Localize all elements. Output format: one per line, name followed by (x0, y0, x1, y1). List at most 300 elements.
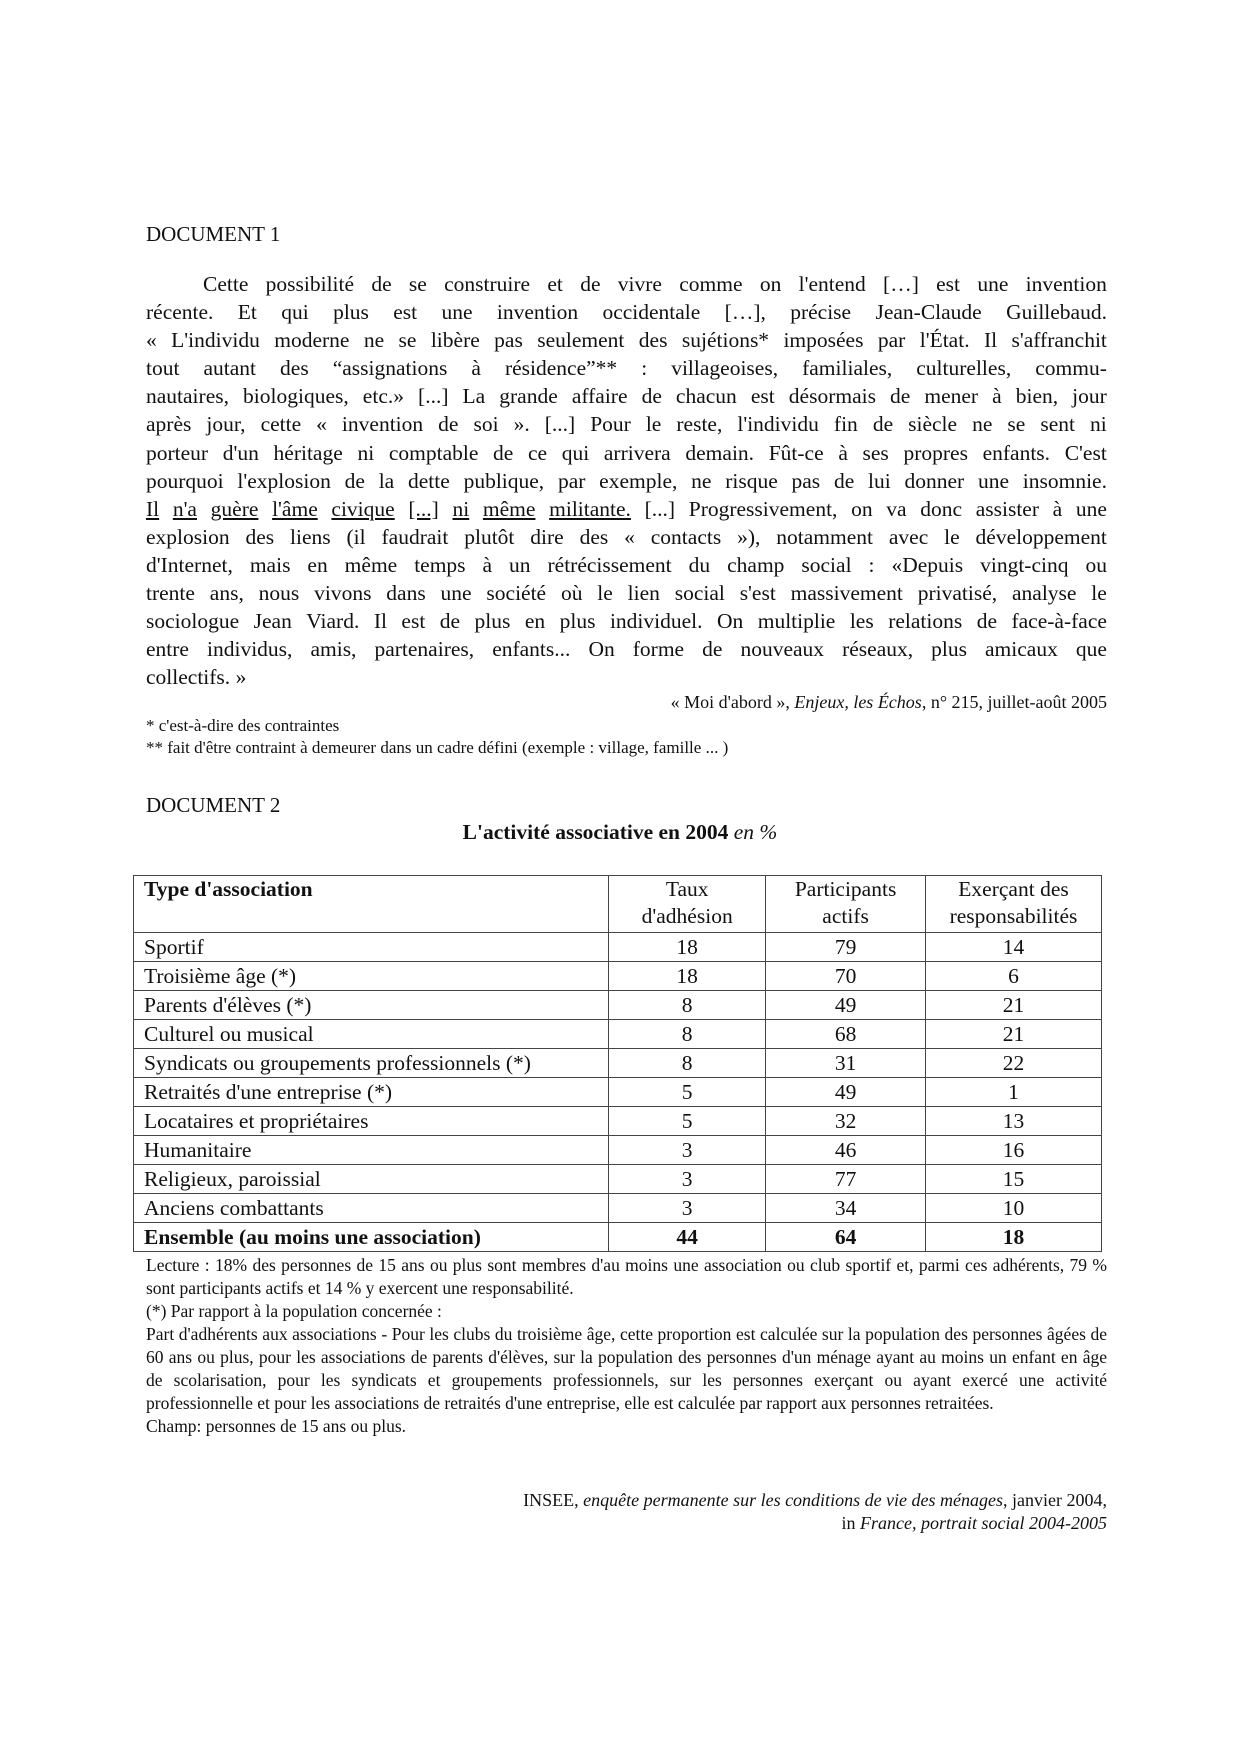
word: affaire (571, 384, 628, 409)
word: Fût-ce (768, 440, 824, 465)
table-row (134, 1020, 1102, 1049)
word: amis, (310, 637, 357, 662)
word: le (645, 412, 662, 437)
word: même (482, 496, 536, 521)
word: ou (1085, 552, 1107, 577)
cell-value: 70 (766, 962, 926, 991)
word: même (344, 552, 398, 577)
word: [...] (544, 412, 576, 437)
word: est (750, 384, 775, 409)
word: par (877, 328, 906, 353)
word: exemple, (599, 468, 678, 493)
header-taux: Taux d'adhésion (609, 876, 766, 933)
word: désormais (788, 384, 876, 409)
word: précise (790, 300, 852, 325)
word: analyse (1011, 581, 1077, 606)
cell-value: 5 (609, 1107, 766, 1136)
word: «Depuis (891, 552, 964, 577)
word: est (393, 300, 418, 325)
word: Il (373, 609, 387, 634)
word: de (438, 412, 459, 437)
text-line (146, 663, 1107, 691)
text-line (146, 551, 1107, 579)
word: ni (1090, 412, 1107, 437)
document-1-source (671, 692, 1107, 713)
word: à (992, 384, 1002, 409)
cell-value: 21 (926, 1020, 1102, 1049)
word: qui (281, 300, 309, 325)
word: plutôt (464, 524, 515, 549)
word: nautaires, (146, 384, 229, 409)
word: résidence”** (504, 356, 618, 381)
header-type: Type d'association (134, 876, 609, 933)
word: amicaux (985, 637, 1058, 662)
word: donc (920, 496, 963, 521)
word: (il (346, 524, 366, 549)
word: l'État. (919, 328, 970, 353)
word: [...] (418, 384, 449, 409)
word: rétrécissement (547, 552, 672, 577)
cell-type: Syndicats ou groupements professionnels (*) (134, 1049, 609, 1078)
cell-type: Religieux, paroissial (134, 1165, 609, 1194)
word: des (280, 356, 309, 381)
word: à (471, 356, 481, 381)
word: nous (258, 581, 300, 606)
word: arrivera (603, 440, 671, 465)
word: ne (363, 328, 385, 353)
word: Guillebaud. (1006, 300, 1107, 325)
word: à (838, 440, 848, 465)
word: sociologue (146, 609, 240, 634)
document-1-text (146, 270, 1107, 691)
cell-value: 64 (766, 1223, 926, 1252)
word: partenaires, (374, 637, 475, 662)
text-line (146, 523, 1107, 551)
cell-value: 15 (926, 1165, 1102, 1194)
cell-value: 3 (609, 1165, 766, 1194)
cell-value: 3 (609, 1194, 766, 1223)
word: « (146, 328, 157, 353)
word: ses (862, 440, 889, 465)
word: invention (341, 412, 424, 437)
word: d'Internet, (146, 552, 233, 577)
table-title (0, 820, 1240, 845)
word: société (486, 581, 547, 606)
word: que (1075, 637, 1107, 662)
word: le (1091, 581, 1107, 606)
word: publique, (463, 468, 545, 493)
word: est (936, 272, 961, 296)
word: L'individu (171, 328, 260, 353)
cell-value: 13 (926, 1107, 1102, 1136)
text-line (146, 298, 1107, 326)
word: trente (146, 581, 195, 606)
text-line (146, 410, 1107, 438)
word: de (344, 468, 365, 493)
text-line (146, 579, 1107, 607)
word: villageoises, (671, 356, 779, 381)
cell-value: 18 (609, 962, 766, 991)
word: massivement (790, 581, 903, 606)
word: demain. (685, 440, 755, 465)
word: liens (290, 524, 331, 549)
cell-type: Humanitaire (134, 1136, 609, 1165)
word: dans (386, 581, 426, 606)
source-publication: Enjeux, les Échos (794, 692, 922, 712)
text-line (146, 607, 1107, 635)
word: Jean-Claude (875, 300, 982, 325)
word: Il (146, 496, 160, 521)
cell-value: 16 (926, 1136, 1102, 1165)
word: en (307, 552, 328, 577)
cell-value: 5 (609, 1078, 766, 1107)
word: champ (727, 552, 785, 577)
citation-line-2 (842, 1513, 1108, 1534)
table-title-text: L'activité associative en 2004 (462, 820, 729, 844)
text-line (146, 467, 1107, 495)
word: invention (496, 300, 579, 325)
cell-value: 8 (609, 1020, 766, 1049)
word: la (378, 468, 395, 493)
footnote-2: ** fait d'être contraint à demeurer dans un cadre défini (exemple : village, famille ... ) (146, 738, 729, 757)
word: Il (983, 328, 998, 353)
word: C'est (1064, 440, 1107, 465)
table-header-row (134, 876, 1102, 933)
word: porteur (146, 440, 209, 465)
word: donner (904, 468, 965, 493)
document-2-label: DOCUMENT 2 (146, 793, 281, 817)
table-row (134, 1107, 1102, 1136)
word: [...] (408, 496, 439, 521)
table-row (134, 1194, 1102, 1223)
word: sent (1040, 412, 1075, 437)
word: ne (691, 468, 712, 493)
word: une (441, 300, 473, 325)
word: »), (737, 524, 761, 549)
word: d'un (222, 440, 259, 465)
word: s'affranchit (1011, 328, 1107, 353)
word: des (245, 524, 275, 549)
word: l'entend (798, 272, 866, 296)
word: nouveaux (740, 637, 825, 662)
word: invention (1025, 272, 1107, 296)
word: ni (452, 496, 470, 521)
word: se (398, 328, 417, 353)
word: héritage (273, 440, 343, 465)
word: entre (146, 637, 189, 662)
word: une (440, 581, 472, 606)
word: sujétions* (681, 328, 770, 353)
source-prefix: « Moi d'abord », (670, 692, 795, 712)
word: après (146, 412, 192, 437)
word: biologiques, (243, 384, 349, 409)
word: face-à-face (1011, 609, 1107, 634)
word: On (716, 609, 744, 634)
word: n'a (172, 496, 197, 521)
word: ans, (209, 581, 244, 606)
citation-survey: enquête permanente sur les conditions de vie des ménages (583, 1490, 1004, 1510)
document-1-label: DOCUMENT 1 (146, 222, 281, 246)
cell-type: Locataires et propriétaires (134, 1107, 609, 1136)
cell-value: 6 (926, 962, 1102, 991)
word: mener (924, 384, 979, 409)
word: une (1075, 496, 1107, 521)
word: plus (333, 300, 369, 325)
word: avec (888, 524, 929, 549)
footnote-1: * c'est-à-dire des contraintes (146, 716, 340, 735)
word: lui (868, 468, 891, 493)
word: enfants... (492, 637, 571, 662)
word: dire (530, 524, 564, 549)
word: reste, (676, 412, 723, 437)
cell-value: 14 (926, 933, 1102, 962)
word: Jean (253, 609, 292, 634)
cell-type: Anciens combattants (134, 1194, 609, 1223)
cell-value: 1 (926, 1078, 1102, 1107)
cell-type: Ensemble (au moins une association) (134, 1223, 609, 1252)
cell-type: Retraités d'une entreprise (*) (134, 1078, 609, 1107)
word: des (579, 524, 609, 549)
word: risque (725, 468, 778, 493)
table-row (134, 1165, 1102, 1194)
table-row (134, 1049, 1102, 1078)
word: temps (414, 552, 466, 577)
text-line (146, 635, 1107, 663)
word: et (547, 272, 563, 296)
word: vivre (617, 272, 662, 296)
word: imposées (783, 328, 864, 353)
word: développement (975, 524, 1107, 549)
cell-value: 18 (609, 933, 766, 962)
cell-type: Troisième âge (*) (134, 962, 609, 991)
cell-value: 68 (766, 1020, 926, 1049)
word: de (872, 412, 894, 437)
cell-value: 3 (609, 1136, 766, 1165)
text-line (146, 439, 1107, 467)
note-part-adherents: Part d'adhérents aux associations - Pour les clubs du troisième âge, cette proportion est calculée sur la population des personnes âgées de 60 ans ou plus, pour les associations de parents d'élèves, sur la population des personnes d'un ménage ayant au moins un enfant en âge de scolarisation, pour les syndicats et groupements professionnels, sur les personnes exerçant ou ayant exercé une activité professionnelle et pour les associations de retraités d'une entreprise, elle est calculée par rapport aux personnes retraitées. (146, 1324, 1107, 1413)
word: On (588, 637, 615, 662)
header-participants: Participants actifs (766, 876, 926, 933)
word: comme (679, 272, 743, 296)
word: « (624, 524, 635, 549)
word: Progressivement, (688, 496, 838, 521)
citation-date: , janvier 2004, (1003, 1490, 1107, 1510)
word: jour (1072, 384, 1107, 409)
word: guère (210, 496, 259, 521)
word: militante. (549, 496, 631, 521)
word: propres (903, 440, 968, 465)
word: seulement (537, 328, 625, 353)
word: l'âme (272, 496, 318, 521)
word: La (462, 384, 486, 409)
citation-publication: France, portrait social 2004-2005 (860, 1513, 1107, 1533)
cell-value: 49 (766, 991, 926, 1020)
cell-value: 21 (926, 991, 1102, 1020)
word: “assignations (332, 356, 448, 381)
word: fin (833, 412, 858, 437)
word: des (638, 328, 668, 353)
word: Et (237, 300, 257, 325)
cell-value: 79 (766, 933, 926, 962)
word: de (580, 272, 601, 296)
word: se (408, 272, 427, 296)
word: de (890, 384, 911, 409)
cell-value: 8 (609, 991, 766, 1020)
word: dette (408, 468, 450, 493)
text-line (146, 326, 1107, 354)
text-line (146, 354, 1107, 382)
word: de (833, 468, 855, 493)
source-suffix: , n° 215, juillet-août 2005 (921, 692, 1107, 712)
word: Pour (590, 412, 631, 437)
word: […] (883, 272, 919, 296)
word: de (371, 272, 392, 296)
word: du (688, 552, 711, 577)
table-notes (146, 1254, 1107, 1438)
word: individus, (207, 637, 293, 662)
cell-value: 18 (926, 1223, 1102, 1252)
cell-value: 46 (766, 1136, 926, 1165)
word: ». (513, 412, 530, 437)
table-row (134, 1078, 1102, 1107)
word: explosion (146, 524, 230, 549)
word: assister (975, 496, 1039, 521)
word: où (560, 581, 583, 606)
word: commu- (1035, 356, 1107, 381)
note-asterisk: (*) Par rapport à la population concernée : (146, 1301, 442, 1321)
word: libère (430, 328, 480, 353)
word: multiplie (757, 609, 836, 634)
word: on (851, 496, 873, 521)
word: pourquoi (146, 468, 224, 493)
word: etc.» (362, 384, 404, 409)
word: jour, (206, 412, 246, 437)
word: social (801, 552, 852, 577)
word: est (401, 609, 426, 634)
table-row (134, 1136, 1102, 1165)
word: : (868, 552, 875, 577)
word: » (235, 665, 247, 690)
word: Cette (203, 272, 249, 296)
word: social (674, 581, 725, 606)
table-row (134, 933, 1102, 962)
cell-value: 8 (609, 1049, 766, 1078)
word: : (641, 356, 648, 381)
note-lecture: Lecture : 18% des personnes de 15 ans ou plus sont membres d'au moins une association ou club sportif et, parmi ces adhérents, 79 % sont participants actifs et 14 % y exercent une responsabilité. (146, 1255, 1107, 1298)
word: de (702, 637, 723, 662)
cell-value: 10 (926, 1194, 1102, 1223)
word: relations (888, 609, 963, 634)
cell-type: Culturel ou musical (134, 1020, 609, 1049)
cell-value: 49 (766, 1078, 926, 1107)
word: plus (474, 609, 511, 634)
word: bien, (1015, 384, 1059, 409)
word: une (977, 468, 1009, 493)
citation-in: in (841, 1513, 861, 1533)
word: familiales, (802, 356, 893, 381)
word: s'est (739, 581, 776, 606)
word: une (977, 272, 1009, 296)
word: mais (249, 552, 291, 577)
word: vivons (314, 581, 372, 606)
word: insomnie. (1022, 468, 1107, 493)
word: ne (972, 412, 993, 437)
word: va (886, 496, 907, 521)
word: Viard. (306, 609, 360, 634)
word: l'individu (737, 412, 819, 437)
word: par (557, 468, 586, 493)
word: tout (146, 356, 180, 381)
table-row (134, 991, 1102, 1020)
cell-value: 22 (926, 1049, 1102, 1078)
word: privatisé, (917, 581, 998, 606)
word: le (944, 524, 960, 549)
word: lien (627, 581, 660, 606)
word: faudrait (381, 524, 449, 549)
table-title-unit: en % (733, 820, 778, 844)
word: ni (357, 440, 375, 465)
cell-type: Sportif (134, 933, 609, 962)
association-table (133, 875, 1102, 1252)
word: civique (331, 496, 395, 521)
word: construire (444, 272, 531, 296)
word: de (641, 384, 662, 409)
word: [...] (644, 496, 676, 521)
word: siècle (908, 412, 958, 437)
word: « (316, 412, 327, 437)
word: notamment (776, 524, 873, 549)
word: culturelles, (916, 356, 1012, 381)
word: de (439, 609, 461, 634)
word: qui (561, 440, 590, 465)
header-responsabilites: Exerçant des responsabilités (926, 876, 1102, 933)
word: collectifs. (146, 665, 236, 690)
word: plus (931, 637, 967, 662)
word: ce (528, 440, 548, 465)
cell-value: 34 (766, 1194, 926, 1223)
word: de (493, 440, 514, 465)
citation-line-1 (523, 1490, 1107, 1511)
word: on (759, 272, 782, 296)
word: comptable (388, 440, 479, 465)
word: individuel. (609, 609, 703, 634)
word: soi (473, 412, 499, 437)
word: chacun (675, 384, 737, 409)
word: à (482, 552, 493, 577)
word: réseaux, (842, 637, 914, 662)
word: pas (494, 328, 523, 353)
cell-value: 77 (766, 1165, 926, 1194)
word: possibilité (265, 272, 355, 296)
word: le (597, 581, 613, 606)
word: enfants. (982, 440, 1051, 465)
word: en (524, 609, 546, 634)
word: plus (559, 609, 596, 634)
word: forme (632, 637, 685, 662)
word: les (849, 609, 874, 634)
citation-org: INSEE, (523, 1490, 584, 1510)
word: autant (203, 356, 257, 381)
text-line (146, 382, 1107, 410)
word: pas (791, 468, 821, 493)
table-row (134, 962, 1102, 991)
word: contacts (650, 524, 722, 549)
text-line (146, 270, 1107, 298)
word: récente. (146, 300, 214, 325)
word: cette (260, 412, 302, 437)
cell-type: Parents d'élèves (*) (134, 991, 609, 1020)
text-line (146, 495, 1107, 523)
